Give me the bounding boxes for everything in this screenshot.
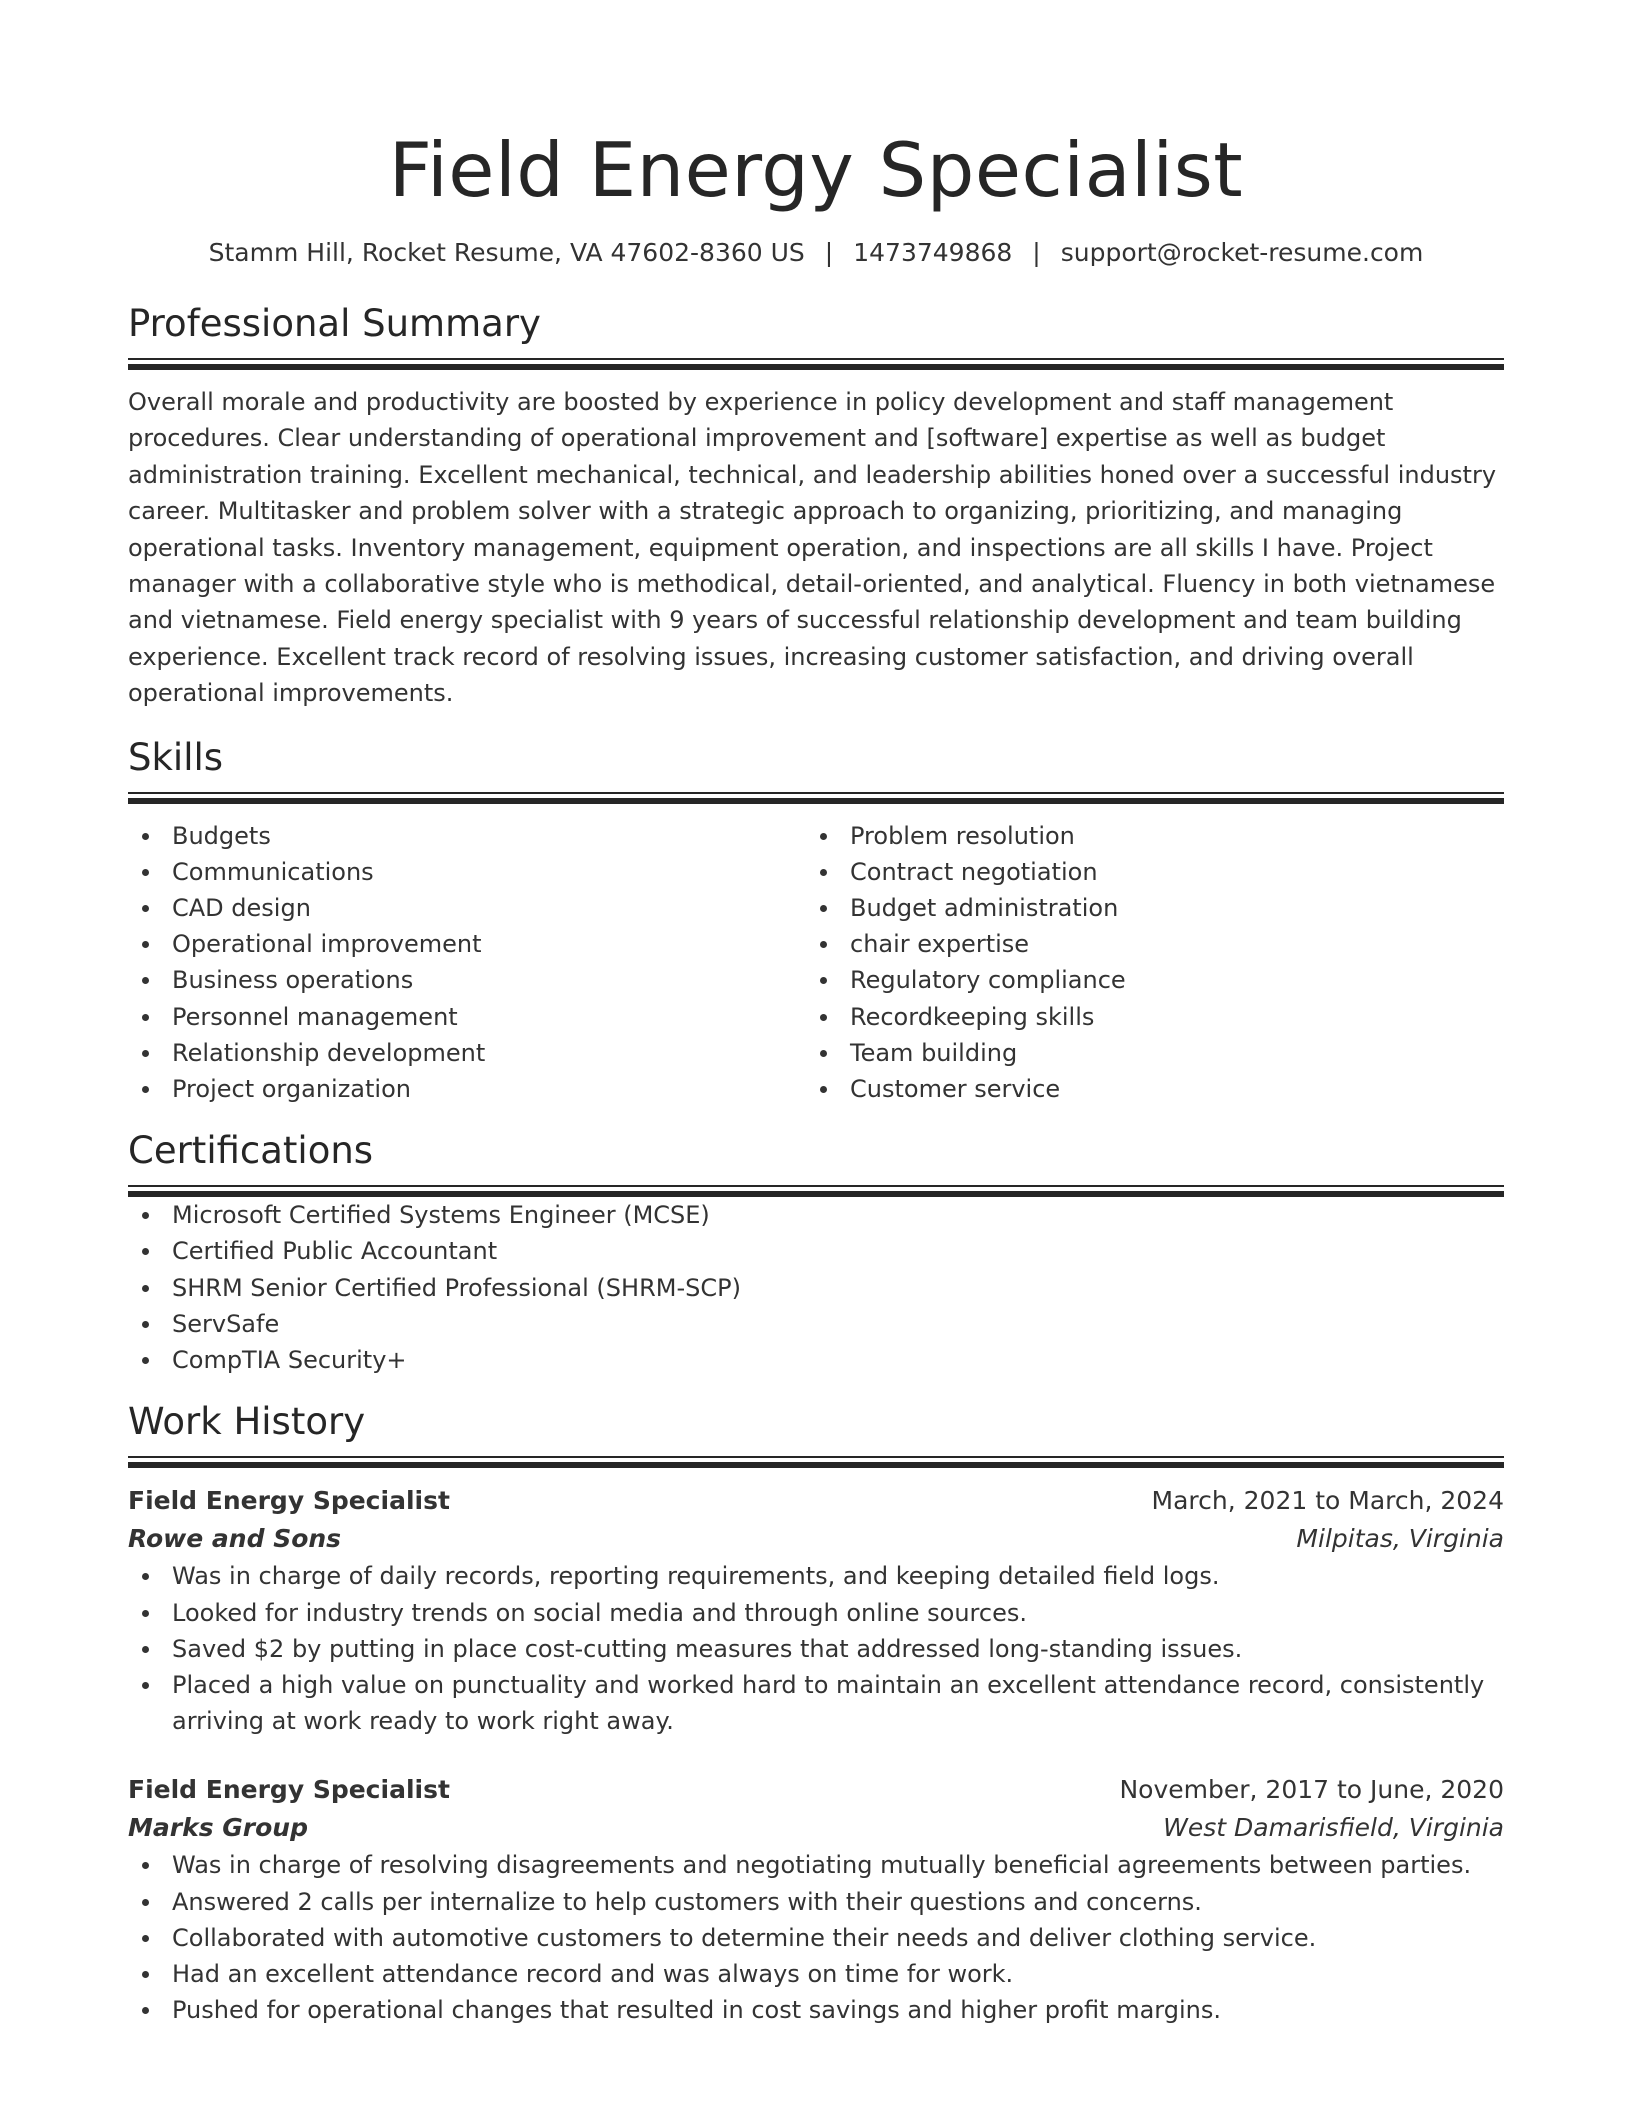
contact-line (128, 236, 1504, 270)
summary-text: Overall morale and productivity are boosted by experience in policy development and staff management procedures. Clear understanding of operational improvement and [software] expertise as well as budget administration training. Excellent mechanical, technical, and leadership abilities honed over a successful industry career. Multitasker and problem solver with a strategic approach to organizing, prioritizing, and managing operational tasks. Inventory management, equipment operation, and inspections are all skills I have. Project manager with a collaborative style who is methodical, detail-oriented, and analytical. Fluency in both vietnamese and vietnamese. Field energy specialist with 9 years of successful relationship development and team building experience. Excellent track record of resolving issues, increasing customer satisfaction, and driving overall operational improvements. (128, 388, 1497, 708)
certification-item: CompTIA Security+ (128, 1342, 1504, 1378)
skills-section (128, 734, 1504, 1108)
job-dates: November, 2017 to June, 2020 (1119, 1775, 1504, 1805)
job-bullet-list (128, 1558, 1504, 1739)
skill-item: Customer service (806, 1071, 1484, 1107)
section-title-certifications: Certifications (128, 1129, 374, 1173)
skill-item: Relationship development (128, 1035, 806, 1071)
skill-item: Budget administration (806, 890, 1484, 926)
job-bullet: Saved $2 by putting in place cost-cutting measures that addressed long-standing issues. (128, 1631, 1504, 1667)
job-bullet: Looked for industry trends on social media and through online sources. (128, 1595, 1504, 1631)
skill-item: Contract negotiation (806, 854, 1484, 890)
skill-item: Team building (806, 1035, 1484, 1071)
job-bullet-list (128, 1847, 1504, 2028)
certification-item: ServSafe (128, 1306, 1504, 1342)
job-location: Milpitas, Virginia (1296, 1524, 1504, 1554)
contact-separator: | (824, 238, 834, 267)
work-history-section (128, 1398, 1504, 2028)
job-header (128, 1771, 1504, 1809)
skills-list-right (806, 818, 1484, 1108)
summary-section (128, 300, 1504, 712)
skill-item: Communications (128, 854, 806, 890)
job-bullet: Placed a high value on punctuality and worked hard to maintain an excellent attendance record, consistently arriving at work ready to work right away. (128, 1667, 1504, 1739)
skill-item: Regulatory compliance (806, 962, 1484, 998)
skills-grid (128, 818, 1504, 1108)
skill-item: Personnel management (128, 999, 806, 1035)
section-divider (128, 792, 1504, 804)
skill-item: Budgets (128, 818, 806, 854)
resume-page (128, 0, 1504, 2028)
section-divider (128, 1456, 1504, 1468)
job-company: Marks Group (128, 1813, 309, 1843)
job-title: Field Energy Specialist (128, 1775, 450, 1805)
skills-list-left (128, 818, 806, 1108)
job-location: West Damarisfield, Virginia (1163, 1813, 1504, 1843)
certification-item: Certified Public Accountant (128, 1233, 1504, 1269)
section-title-skills: Skills (128, 735, 224, 779)
job-header (128, 1482, 1504, 1520)
job-bullet: Was in charge of resolving disagreements and negotiating mutually beneficial agreements between parties. (128, 1847, 1504, 1883)
job-title: Field Energy Specialist (128, 1486, 450, 1516)
contact-email: support@rocket-resume.com (1060, 238, 1424, 267)
job-bullet: Collaborated with automotive customers to determine their needs and deliver clothing service. (128, 1920, 1504, 1956)
contact-address: Stamm Hill, Rocket Resume, VA 47602-8360 US (208, 238, 805, 267)
job-dates: March, 2021 to March, 2024 (1151, 1486, 1504, 1516)
skill-item: chair expertise (806, 926, 1484, 962)
certifications-list (128, 1197, 1504, 1378)
job-company: Rowe and Sons (128, 1524, 342, 1554)
skill-item: Operational improvement (128, 926, 806, 962)
job-entry (128, 1482, 1504, 1739)
contact-phone: 1473749868 (853, 238, 1013, 267)
section-title-work-history: Work History (128, 1400, 366, 1444)
job-subheader (128, 1520, 1504, 1558)
section-divider (128, 358, 1504, 370)
contact-separator: | (1032, 238, 1041, 267)
skill-item: CAD design (128, 890, 806, 926)
section-divider (128, 1185, 1504, 1197)
job-entry (128, 1771, 1504, 2028)
job-bullet: Had an excellent attendance record and was always on time for work. (128, 1956, 1504, 1992)
certification-item: Microsoft Certified Systems Engineer (MCSE) (128, 1197, 1504, 1233)
certifications-section (128, 1127, 1504, 1378)
skill-item: Problem resolution (806, 818, 1484, 854)
resume-name: Field Energy Specialist (388, 126, 1244, 214)
job-bullet: Pushed for operational changes that resulted in cost savings and higher profit margins. (128, 1992, 1504, 2028)
section-title-summary: Professional Summary (128, 302, 541, 345)
job-subheader (128, 1809, 1504, 1847)
job-bullet: Was in charge of daily records, reporting requirements, and keeping detailed field logs. (128, 1558, 1504, 1594)
skill-item: Project organization (128, 1071, 806, 1107)
certification-item: SHRM Senior Certified Professional (SHRM-SCP) (128, 1270, 1504, 1306)
job-bullet: Answered 2 calls per internalize to help customers with their questions and concerns. (128, 1884, 1504, 1920)
skill-item: Business operations (128, 962, 806, 998)
skill-item: Recordkeeping skills (806, 999, 1484, 1035)
